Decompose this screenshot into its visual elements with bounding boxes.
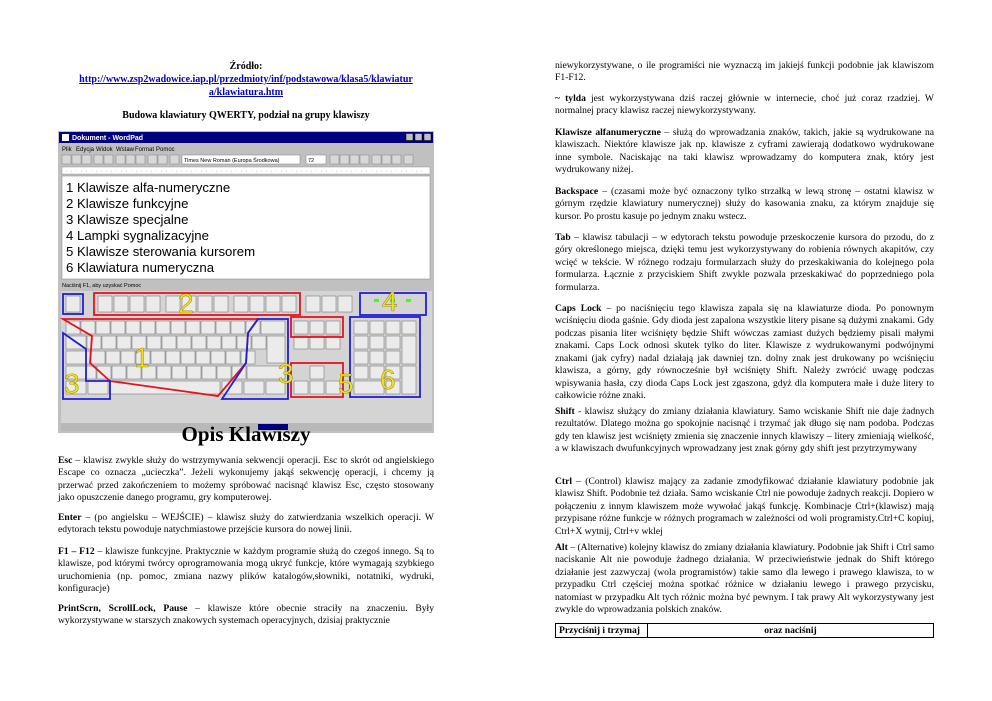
term-ctrl: Ctrl <box>555 476 573 487</box>
menu-edycja: Edycja <box>76 147 95 153</box>
term-enter: Enter <box>58 512 82 523</box>
desc-f1-f12: – klawisze funkcyjne. Praktycznie w każdym programie służą do czegoś innego. Są to klawisze, pod którymi twórcy oprogramowania mogą ukryć funkcje, które wymagają szybkiego uruchomienia (np. pomoc, zmiana nazwy plików katalogów,słowniki, notatniki, wydruki, konfiguracje) <box>58 546 434 595</box>
paragraph-enter <box>58 512 434 537</box>
term-shift: Shift <box>555 406 575 417</box>
source-block <box>58 60 434 99</box>
term-esc: Esc <box>58 455 73 466</box>
term-capslock: Caps Lock <box>555 303 602 314</box>
group-number-3-left: 3 <box>64 368 80 399</box>
group-number-4: 4 <box>382 286 398 317</box>
desc-enter: – (po angielsku – WEJŚCIE) – klawisz służy do zatwierdzania wszelkich operacji. W edytorach tekstu powoduje natychmiastowe przejście kursora do nowej linii. <box>58 512 434 536</box>
desc-ctrl: – (Control) klawisz mający za zadanie zmodyfikować działanie klawiatury podobnie jak klawisz Shift. Podobnie też działa. Samo wciskanie Ctrl nie powoduje żadnych reakcji. Dopiero w połączeniu z innym klawiszem może wywołać jakąś funkcję. Kombinacje Ctrl+(klawisz) mają przypisane różne funkcje w różnych programach w zależności od woli programisty.Ctrl+C kopiuj, Ctrl+X wytnij, Ctrl+v wklej <box>555 476 934 537</box>
keyboard-section-title: Budowa klawiatury QWERTY, podział na grupy klawiszy <box>122 110 370 121</box>
kb-line-2: 2 Klawisze funkcyjne <box>66 196 189 211</box>
desc-shift: - klawisz służący do zmiany działania klawiatury. Samo wciskanie Shift nie daje żadnych rezultatów. Dlatego można go spokojnie nacisnąć i trzymać jak długo się nam podoba. Podczas gdy ten klawisz jest wciśnięty zmienia się znaczenie innych klawiszy – litery zmieniają wielkość, a w klawiszach dwufunkcyjnych wprowadzany jest znak górny gdy shift jest przytrzymywany <box>555 406 934 455</box>
menu-widok: Widok <box>96 147 113 153</box>
group-number-6: 6 <box>380 364 396 395</box>
term-f1-f12: F1 – F12 <box>58 546 95 557</box>
shortcut-table <box>555 623 934 638</box>
paragraph-f1-f12 <box>58 546 434 596</box>
term-alfanumeryczne: Klawisze alfanumeryczne <box>555 127 661 138</box>
kb-line-4: 4 Lampki sygnalizacyjne <box>66 228 209 243</box>
table-row <box>556 624 934 638</box>
paragraph-esc <box>58 455 434 505</box>
keyboard-screenshot <box>58 131 434 433</box>
menu-plik: Plik <box>62 147 72 153</box>
term-printscrn: PrintScrn, ScrollLock, Pause <box>58 603 188 614</box>
paragraph-tylda <box>555 93 934 118</box>
source-label: Źródło: <box>229 61 263 72</box>
font-name-field: Times New Roman (Europa Środkowa) <box>184 158 280 164</box>
paragraph-capslock <box>555 303 934 403</box>
group-number-2: 2 <box>178 288 194 319</box>
kb-line-3: 3 Klawisze specjalne <box>66 212 189 227</box>
paragraph-shift <box>555 406 934 456</box>
desc-alfanumeryczne: – służą do wprowadzania znaków, takich, jakie są wydrukowane na klawiszach. Niektóre klawisze jak np. klawisze z cyframi zawierają dodatkowo wydrukowane inne symbole. Naciskając na taki klawisz wprowadzamy do komputera znak, który jest wydrukowany niżej. <box>555 127 934 176</box>
table-header-press: oraz naciśnij <box>648 624 934 638</box>
term-tab: Tab <box>555 232 571 243</box>
group-number-3-right: 3 <box>278 358 294 389</box>
paragraph-backspace <box>555 186 934 223</box>
desc-tylda: jest wykorzystywana dziś raczej głównie w internecie, choć już coraz rzadziej. W normalnej pracy klawisz raczej niewykorzystywany. <box>555 93 934 117</box>
desc-printscrn: – klawisze które obecnie straciły na znaczeniu. Były wykorzystywane w starszych znakowych systemach operacyjnych, dzisiaj praktycznie <box>58 603 434 627</box>
menu-wstaw: Wstaw <box>116 147 134 153</box>
kb-line-5: 5 Klawisze sterowania kursorem <box>66 244 256 259</box>
term-tylda: ~ tylda <box>555 93 586 104</box>
opis-klawiszy-title: Opis Klawiszy <box>181 422 311 446</box>
desc-alt: – (Alternative) kolejny klawisz do zmiany działania klawiatury. Podobnie jak Shift i Ctrl samo naciskanie Alt nie powoduje żadnego działania. W przeciwieństwie jednak do Shift którego działanie jest zazwyczaj (wola programistów) takie samo dla lewego i prawego klawisza, to w przypadku Ctrl częściej można spotkać różnice w działaniu lewego i prawego przycisku, natomiast w przypadku Alt tych różnic można być pewnym. I tak prawy Alt wykorzystywany jest zwykle do wprowadzania polskich znaków. <box>555 542 934 616</box>
status-bar: Naciśnij F1, aby uzyskać Pomoc <box>62 283 142 289</box>
desc-backspace: – (czasami może być oznaczony tylko strzałką w lewą stronę – ostatni klawisz w górnym rzędzie klawiatury numerycznej) służy do kasowania znaku, za którym znajduje się kursor. Po prostu kasuje po jednym znaku wstecz. <box>555 186 934 222</box>
paragraph-alt <box>555 542 934 617</box>
group-number-5: 5 <box>338 368 354 399</box>
wordpad-title: Dokument - WordPad <box>72 135 144 142</box>
desc-capslock: – po naciśnięciu tego klawisza zapala się na klawiaturze dioda. Po ponownym wciśnięciu dioda gaśnie. Gdy dioda jest zapalona wszystkie litery pisane są dużymi znakami. Gdy podczas pisania liter wciśnięty będzie Shift wówczas zamiast dużych będziemy pisali małymi znakami. Caps Lock odnosi skutek tylko do liter. Klawisze z wydrukowanymi podwójnymi znakami (jak cyfry) nadal działają jak dawniej tzn. dolny znak jest drukowany po wciśnięciu klawisza, a górny, gdy równocześnie był wciśnięty Shift. Należy zwrócić uwagę podczas wpisywania hasła, czy dioda Caps Lock jest zgaszona, gdyż dla komputera małe i duże litery to całkowicie różne znaki. <box>555 303 934 402</box>
group-number-1: 1 <box>134 342 150 373</box>
term-alt: Alt <box>555 542 568 553</box>
desc-continuation: niewykorzystywane, o ile programiści nie wyznaczą im jakiejś funkcji podobnie jak klawiszom F1-F12. <box>555 60 934 84</box>
desc-esc: – klawisz zwykle służy do wstrzymywania sekwencji operacji. Esc to skrót od angielskiego Escape co oznacza „ucieczka”. Jeżeli wykonujemy jakąś sekwencję operacji, i chcemy ją przerwać przed zakończeniem to możemy spróbować nacisnąć klawisz Esc, często stosowany jako opuszczenie danego programu, gry komputerowej. <box>58 455 434 504</box>
desc-tab: – klawisz tabulacji – w edytorach tekstu powoduje przeskoczenie kursora do przodu, do z góry określonego miejsca, dzięki temu jest wykorzystywany do robienia równych akapitów, czy wcięć w tekście. W różnego rodzaju formularzach służy do przeskakiwania do kolejnego pola formularza. Łącznie z przyciskiem Shift zwykle pozwala przeskakiwać do poprzedniego pola formularza. <box>555 232 934 293</box>
paragraph-ctrl <box>555 476 934 538</box>
menu-format: Format <box>135 147 155 153</box>
paragraph-alfanumeryczne <box>555 127 934 177</box>
menu-pomoc: Pomoc <box>156 147 175 153</box>
font-size-field: 72 <box>308 158 315 164</box>
paragraph-tab <box>555 232 934 294</box>
source-link[interactable]: http://www.zsp2wadowice.iap.pl/przedmioty/inf/podstawowa/klasa5/klawiatur a/klawiatura.htm <box>79 74 413 98</box>
table-header-hold: Przyciśnij i trzymaj <box>556 624 648 638</box>
kb-line-6: 6 Klawiatura numeryczna <box>66 260 215 275</box>
kb-line-1: 1 Klawisze alfa-numeryczne <box>66 180 231 195</box>
paragraph-continuation <box>555 60 934 85</box>
term-backspace: Backspace <box>555 186 599 197</box>
paragraph-printscrn <box>58 603 434 628</box>
